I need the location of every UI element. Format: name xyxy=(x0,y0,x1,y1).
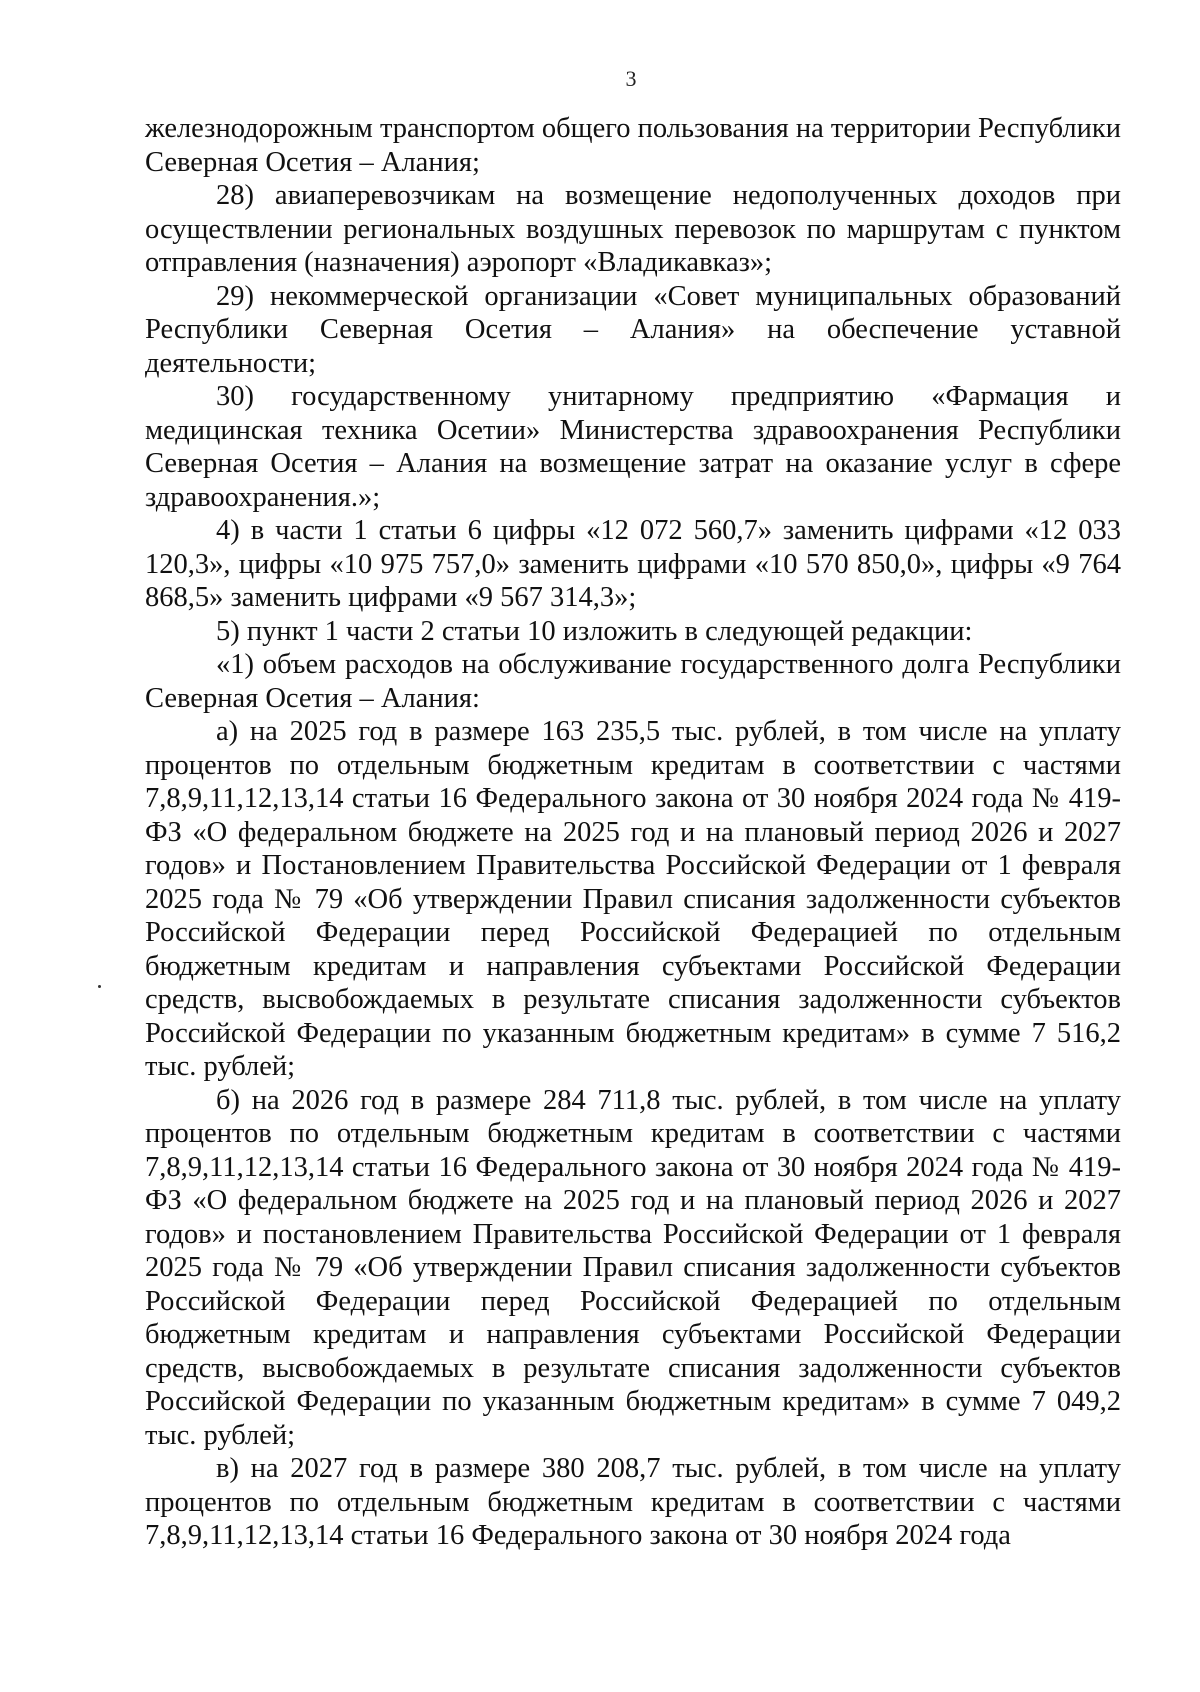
paragraph-subitem-1: «1) объем расходов на обслуживание государственного долга Республики Северная Осетия – Алания: xyxy=(145,649,1121,714)
paragraph-subitem-b: б) на 2026 год в размере 284 711,8 тыс. рублей, в том числе на уплату процентов по отдельным бюджетным кредитам в соответствии с частями 7,8,9,11,12,13,14 статьи 16 Федерального закона от 30 ноября 2024 года № 419-ФЗ «О федеральном бюджете на 2025 год и на плановый период 2026 и 2027 годов» и постановлением Правительства Российской Федерации от 1 февраля 2025 года № 79 «Об утверждении Правил списания задолженности субъектов Российской Федерации перед Российской Федерацией по отдельным бюджетным кредитам и направления субъектами Российской Федерации средств, высвобождаемых в результате списания задолженности субъектов Российской Федерации по указанным бюджетным кредитам» в сумме 7 049,2 тыс. рублей; xyxy=(145,1084,1121,1451)
paragraph-continuation: железнодорожным транспортом общего пользования на территории Республики Северная Осетия – Алания; xyxy=(145,113,1121,178)
paragraph-item-29: 29) некоммерческой организации «Совет муниципальных образований Республики Северная Осетия – Алания» на обеспечение уставной деятельности; xyxy=(145,280,1121,379)
page-number: 3 xyxy=(625,66,637,91)
paragraph-item-28: 28) авиаперевозчикам на возмещение недополученных доходов при осуществлении региональных воздушных перевозок по маршрутам с пунктом отправления (назначения) аэропорт «Владикавказ»; xyxy=(145,180,1121,278)
document-body xyxy=(145,112,1121,1553)
paragraph-item-30: 30) государственному унитарному предприятию «Фармация и медицинская техника Осетии» Министерства здравоохранения Республики Северная Осетия – Алания на возмещение затрат на оказание услуг в сфере здравоохранения.»; xyxy=(145,381,1121,513)
paragraph-subitem-a: а) на 2025 год в размере 163 235,5 тыс. рублей, в том числе на уплату процентов по отдельным бюджетным кредитам в соответствии с частями 7,8,9,11,12,13,14 статьи 16 Федерального закона от 30 ноября 2024 года № 419-ФЗ «О федеральном бюджете на 2025 год и на плановый период 2026 и 2027 годов» и Постановлением Правительства Российской Федерации от 1 февраля 2025 года № 79 «Об утверждении Правил списания задолженности субъектов Российской Федерации перед Российской Федерацией по отдельным бюджетным кредитам и направления субъектами Российской Федерации средств, высвобождаемых в результате списания задолженности субъектов Российской Федерации по указанным бюджетным кредитам» в сумме 7 516,2 тыс. рублей; xyxy=(145,716,1121,1082)
paragraph-item-4: 4) в части 1 статьи 6 цифры «12 072 560,7» заменить цифрами «12 033 120,3», цифры «10 975 757,0» заменить цифрами «10 570 850,0», цифры «9 764 868,5» заменить цифрами «9 567 314,3»; xyxy=(145,515,1121,613)
paragraph-item-5: 5) пункт 1 части 2 статьи 10 изложить в следующей редакции: xyxy=(216,615,973,647)
paragraph-subitem-v: в) на 2027 год в размере 380 208,7 тыс. рублей, в том числе на уплату процентов по отдельным бюджетным кредитам в соответствии с частями 7,8,9,11,12,13,14 статьи 16 Федерального закона от 30 ноября 2024 года xyxy=(145,1453,1121,1551)
scan-speck xyxy=(98,985,101,988)
